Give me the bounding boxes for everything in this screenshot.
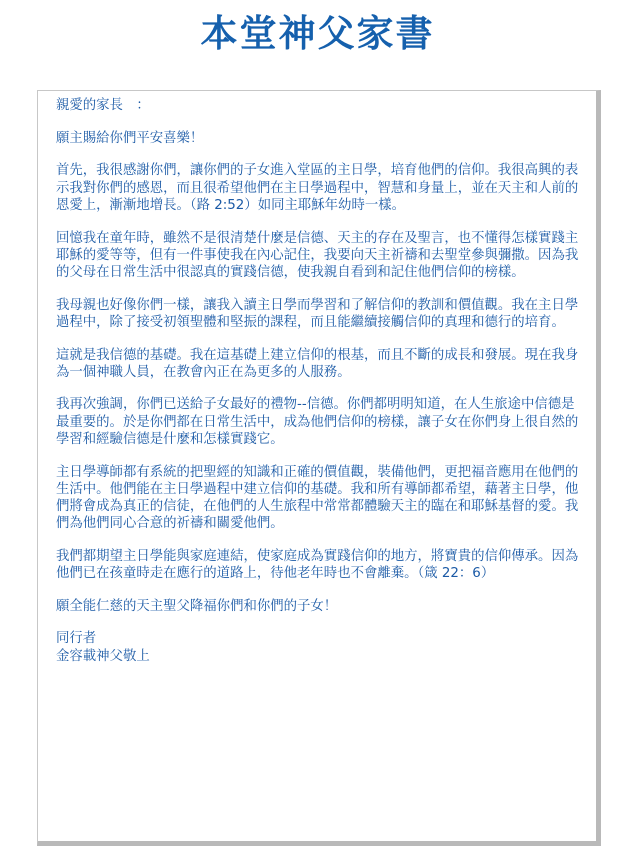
signature: 金容載神父敬上 [56,648,150,664]
closing: 同行者 [56,631,97,647]
letter-paragraph-6: 主日學導師都有系統的把聖經的知識和正確的價值觀，裝備他們，更把福音應用在他們的生活中。他們能在主日學過程中建立信仰的基礎。我和所有導師都希望，藉著主日學，他們將會成為真正的信徒，在他們的人生旅程中常常都體驗天主的臨在和耶穌基督的愛。我們為他們同心合意的祈禱和關愛他們。 [56,464,579,532]
letter-paragraph-4: 這就是我信德的基礎。我在這基礎上建立信仰的根基，而且不斷的成長和發展。現在我身為一個神職人員，在教會內正在為更多的人服務。 [56,347,579,380]
letter-paragraph-1: 首先，我很感謝你們，讓你們的子女進入堂區的主日學，培育他們的信仰。我很高興的表示我對你們的感恩，而且很希望他們在主日學過程中，智慧和身量上，並在天主和人前的恩愛上，漸漸地增長。（路 2:52）如同主耶穌年幼時一樣。 [56,163,579,213]
salutation: 親愛的家長 ： [56,98,150,113]
letter-paragraph-7: 我們都期望主日學能與家庭連結，使家庭成為實踐信仰的地方，將寶貴的信仰傳承。因為他們已在孩童時走在應行的道路上，待他老年時也不會離棄。（箴 22：6） [56,548,579,582]
blessing: 願主賜給你們平安喜樂！ [56,130,204,146]
letter-body [56,97,582,665]
letter-paragraph-5: 我再次強調，你們已送給子女最好的禮物--信德。你們都明明知道，在人生旅途中信德是最重要的。於是你們都在日常生活中，成為他們信仰的榜樣，讓子女在你們身上很自然的學習和經驗信德是什麼和怎樣實踐它。 [56,397,579,447]
letter-paragraph-3: 我母親也好像你們一樣，讓我入讀主日學而學習和了解信仰的教訓和價值觀。我在主日學過程中，除了接受初領聖體和堅振的課程，而且能繼續接觸信仰的真理和德行的培育。 [56,297,579,330]
letter-frame [37,90,601,846]
page-title: 本堂神父家書 [200,12,435,55]
letter-paragraph-2: 回憶我在童年時，雖然不是很清楚什麼是信德、天主的存在及聖言，也不懂得怎樣實踐主耶穌的愛等等，但有一件事使我在內心記住，我要向天主祈禱和去聖堂參與彌撒。因為我的父母在日常生活中很認真的實踐信德，使我親自看到和記住他們信仰的榜樣。 [56,230,579,280]
closing-blessing: 願全能仁慈的天主聖父降福你們和你們的子女！ [56,598,338,614]
